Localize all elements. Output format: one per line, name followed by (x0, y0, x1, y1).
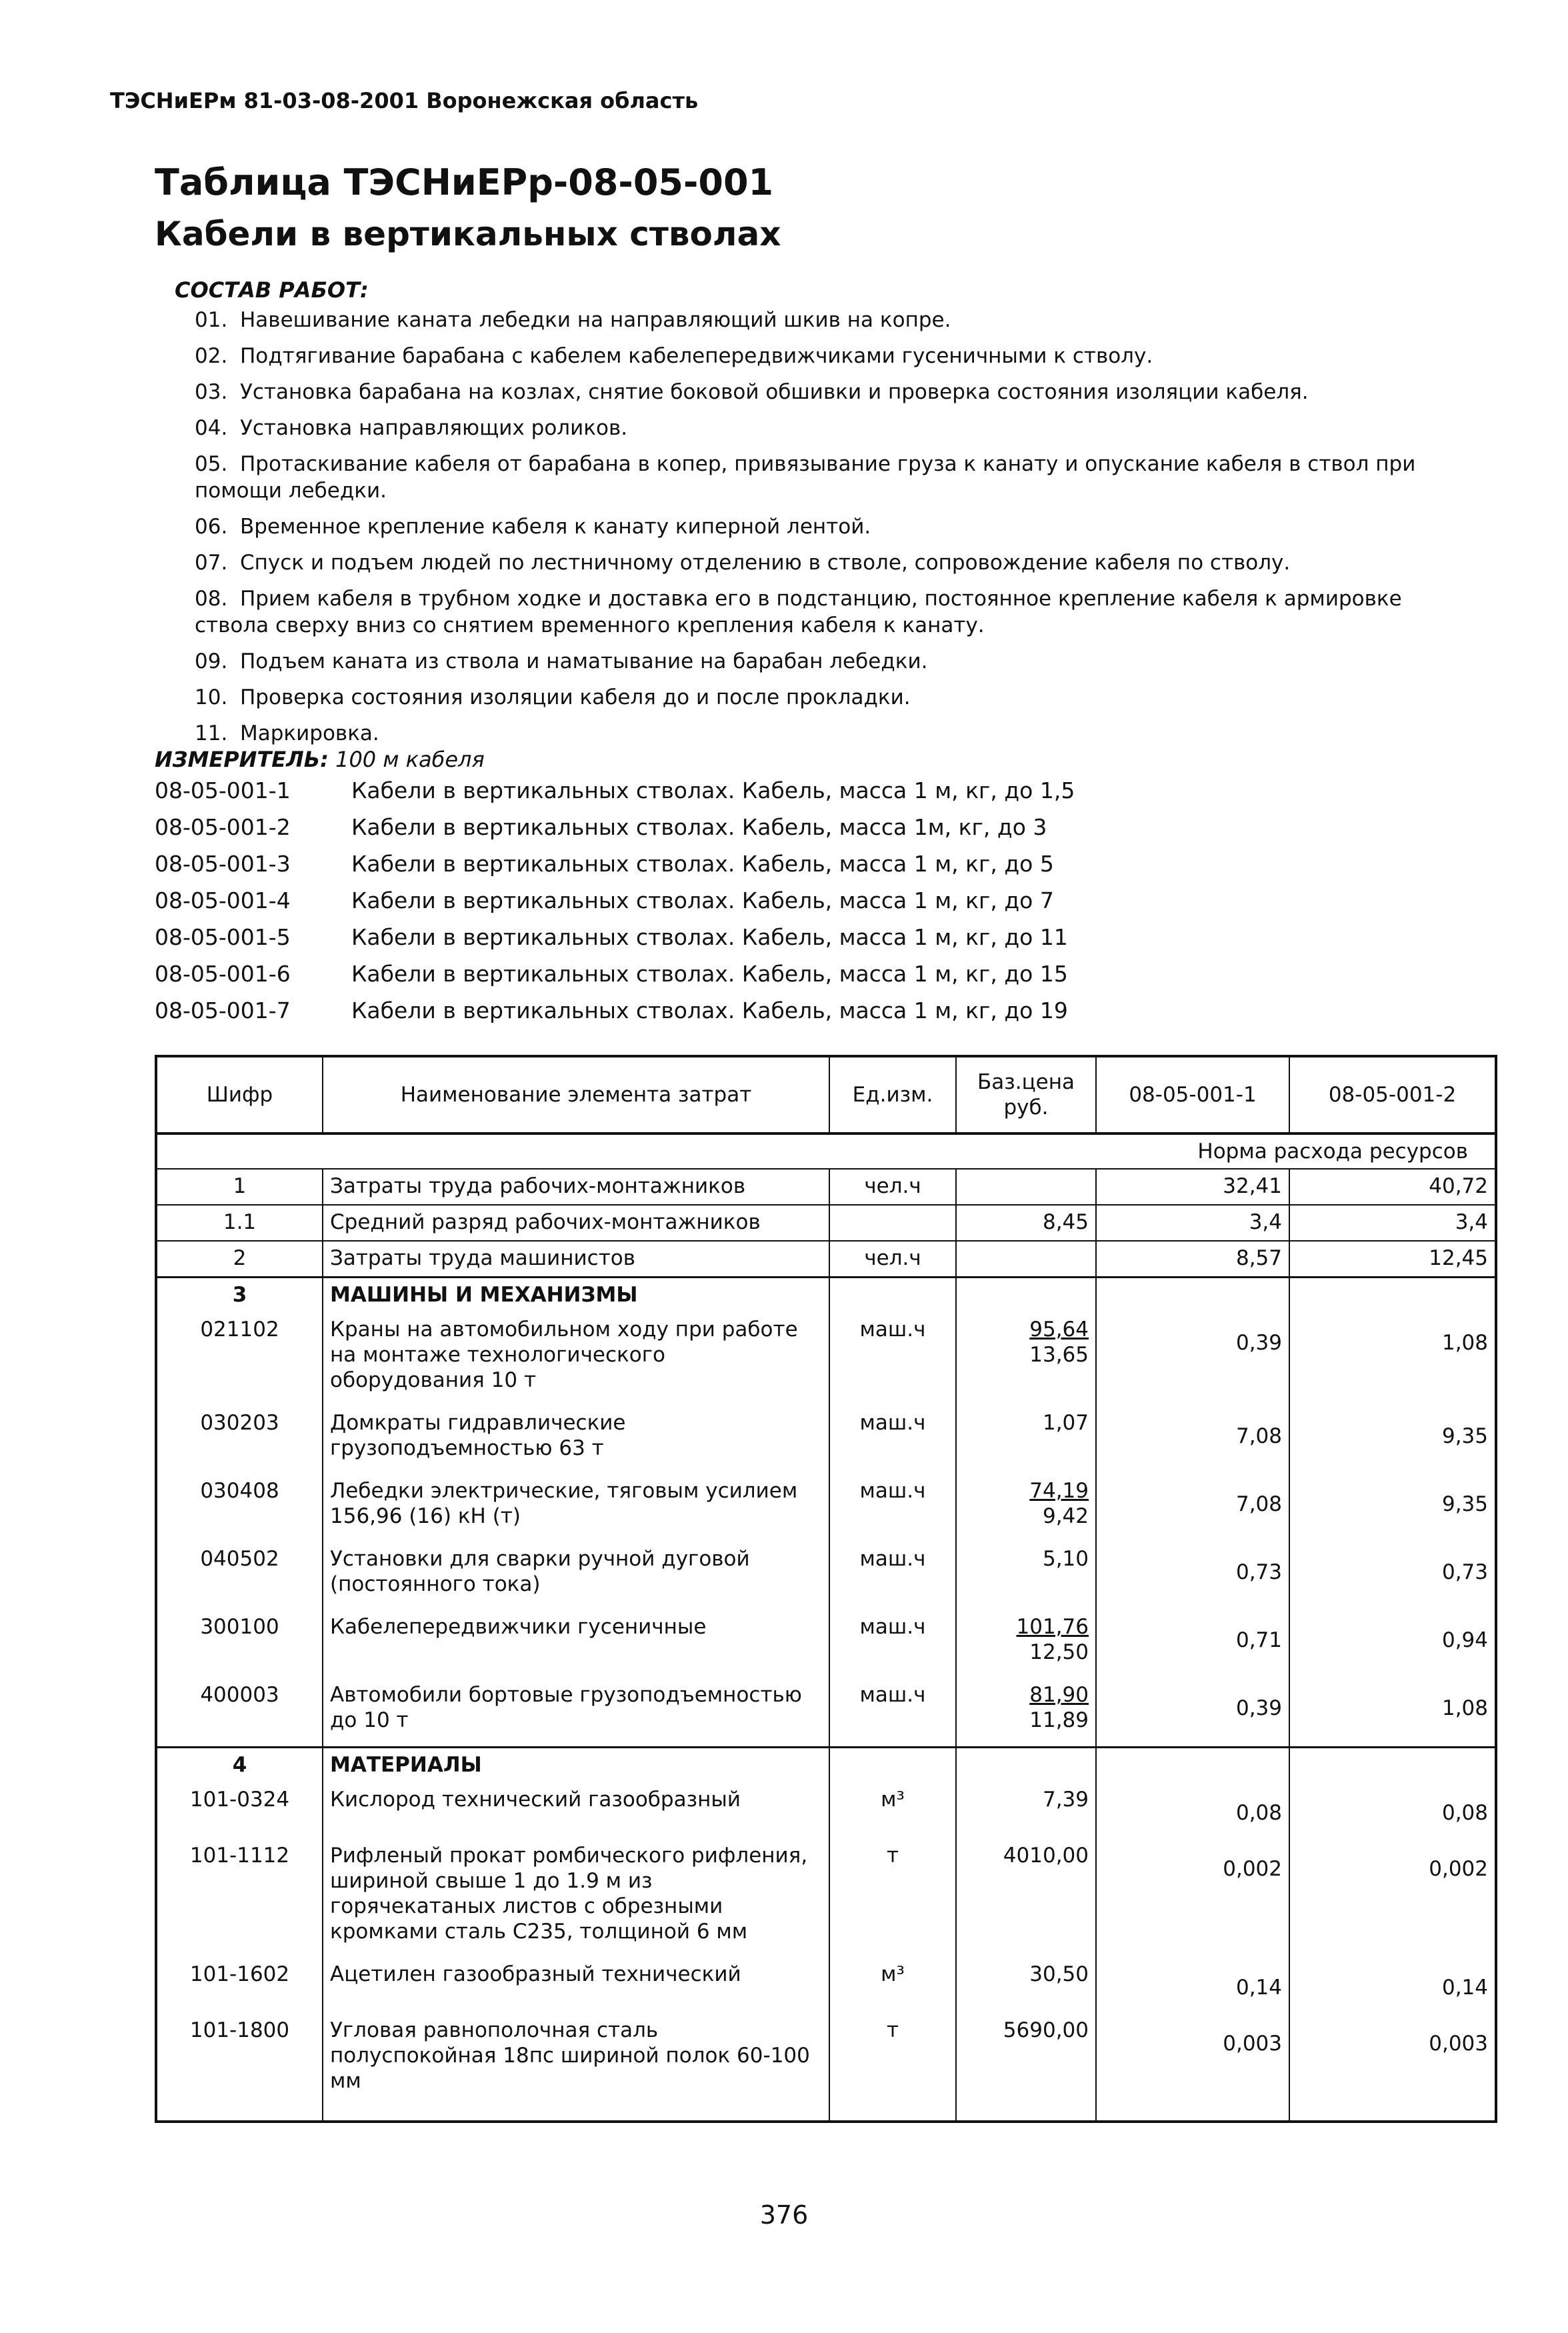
row-unit (829, 1278, 956, 1314)
row-name: Установки для сварки ручной дуговой (постоянного тока) (323, 1542, 829, 1610)
work-item (195, 720, 1481, 747)
row-variant-1: 0,002 (1096, 1839, 1289, 1958)
row-price-value: 5690,00 (1003, 2018, 1089, 2042)
row-unit (829, 1205, 956, 1241)
row-variant-2: 3,4 (1289, 1205, 1496, 1241)
row-variant-2: 0,94 (1289, 1610, 1496, 1678)
row-variant-1: 0,14 (1096, 1958, 1289, 2014)
row-price (956, 1542, 1096, 1610)
row-price (956, 1610, 1096, 1678)
works-list (195, 307, 1481, 756)
measure-line (155, 747, 485, 772)
row-variant-1: 0,39 (1096, 1678, 1289, 1748)
row-price-wage: 11,89 (1029, 1708, 1089, 1732)
row-price-value: 101,76 (1016, 1615, 1089, 1639)
row-unit: маш.ч (829, 1313, 956, 1406)
work-item-text: Временное крепление кабеля к канату киперной лентой. (240, 515, 871, 539)
row-price (956, 1169, 1096, 1205)
row-variant-1: 0,39 (1096, 1313, 1289, 1406)
row-price-value: 7,39 (1042, 1788, 1089, 1812)
work-item-text: Установка направляющих роликов. (240, 416, 628, 440)
row-name: Кабелепередвижчики гусеничные (323, 1610, 829, 1678)
variant-text: Кабели в вертикальных стволах. Кабель, масса 1 м, кг, до 7 (351, 887, 1054, 913)
norm-label: Норма расхода ресурсов (156, 1133, 1496, 1169)
work-item (195, 684, 1481, 711)
work-item-number: 09. (195, 649, 228, 673)
row-variant-1: 0,71 (1096, 1610, 1289, 1678)
norm-row (156, 1133, 1496, 1169)
row-code: 300100 (156, 1610, 323, 1678)
header-unit: Ед.изм. (829, 1056, 956, 1133)
row-code: 3 (156, 1278, 323, 1314)
row-variant-2: 0,08 (1289, 1783, 1496, 1839)
work-item-text: Проверка состояния изоляции кабеля до и после прокладки. (240, 685, 911, 709)
variant-row (155, 777, 1075, 814)
row-variant-1: 7,08 (1096, 1406, 1289, 1474)
work-item-number: 03. (195, 380, 228, 404)
row-name: Автомобили бортовые грузоподъемностью до 10 т (323, 1678, 829, 1748)
resources-table (155, 1055, 1497, 2123)
row-variant-1 (1096, 1278, 1289, 1314)
row-variant-2: 0,002 (1289, 1839, 1496, 1958)
row-unit: маш.ч (829, 1474, 956, 1542)
variant-text: Кабели в вертикальных стволах. Кабель, масса 1 м, кг, до 1,5 (351, 777, 1075, 803)
work-item (195, 513, 1481, 540)
row-code: 040502 (156, 1542, 323, 1610)
variant-text: Кабели в вертикальных стволах. Кабель, масса 1 м, кг, до 5 (351, 851, 1054, 877)
work-item-text: Спуск и подъем людей по лестничному отделению в стволе, сопровождение кабеля по стволу. (240, 551, 1291, 575)
row-unit: маш.ч (829, 1406, 956, 1474)
works-label: СОСТАВ РАБОТ: (175, 277, 369, 303)
table-title: Таблица ТЭСНиЕРр-08-05-001 (155, 161, 774, 203)
variant-text: Кабели в вертикальных стволах. Кабель, масса 1 м, кг, до 19 (351, 997, 1068, 1023)
header-variant-2: 08-05-001-2 (1289, 1056, 1496, 1133)
table-row (156, 1241, 1496, 1278)
row-variant-1: 0,003 (1096, 2014, 1289, 2122)
row-code: 101-1602 (156, 1958, 323, 2014)
table-subtitle: Кабели в вертикальных стволах (155, 215, 781, 253)
row-price-wage: 13,65 (1029, 1343, 1089, 1367)
work-item (195, 379, 1481, 405)
table-row (156, 1839, 1496, 1958)
row-unit: м³ (829, 1783, 956, 1839)
row-code: 101-1112 (156, 1839, 323, 1958)
row-name: Затраты труда рабочих-монтажников (323, 1169, 829, 1205)
row-variant-1: 7,08 (1096, 1474, 1289, 1542)
variant-code: 08-05-001-2 (155, 814, 291, 840)
row-variant-1: 8,57 (1096, 1241, 1289, 1278)
row-variant-1: 0,08 (1096, 1783, 1289, 1839)
row-price (956, 1205, 1096, 1241)
row-price (956, 1406, 1096, 1474)
row-variant-2: 9,35 (1289, 1406, 1496, 1474)
row-unit: маш.ч (829, 1542, 956, 1610)
row-name: Кислород технический газообразный (323, 1783, 829, 1839)
variant-code: 08-05-001-6 (155, 961, 291, 987)
row-variant-1: 3,4 (1096, 1205, 1289, 1241)
row-price-value: 95,64 (1029, 1318, 1089, 1342)
row-code: 2 (156, 1241, 323, 1278)
variant-text: Кабели в вертикальных стволах. Кабель, масса 1м, кг, до 3 (351, 814, 1047, 840)
work-item-text: Прием кабеля в трубном ходке и доставка его в подстанцию, постоянное крепление кабеля к армировке ствола сверху вниз со снятием временного крепления кабеля к канату. (195, 587, 1402, 637)
row-price (956, 1958, 1096, 2014)
work-item-number: 06. (195, 515, 228, 539)
work-item-text: Подъем каната из ствола и наматывание на барабан лебедки. (240, 649, 928, 673)
row-price (956, 1678, 1096, 1748)
variant-code: 08-05-001-1 (155, 777, 291, 803)
table-row (156, 1406, 1496, 1474)
work-item-number: 01. (195, 308, 228, 332)
row-code: 101-1800 (156, 2014, 323, 2122)
row-price (956, 2014, 1096, 2122)
row-price-wage: 12,50 (1029, 1640, 1089, 1664)
row-code: 030203 (156, 1406, 323, 1474)
row-unit: маш.ч (829, 1678, 956, 1748)
table-body (156, 1169, 1496, 2122)
work-item (195, 585, 1481, 639)
row-code: 101-0324 (156, 1783, 323, 1839)
table-row (156, 1205, 1496, 1241)
measure-value: 100 м кабеля (335, 747, 485, 772)
row-name: Рифленый прокат ромбического рифления, шириной свыше 1 до 1.9 м из горячекатаных листов с обрезными кромками сталь С235, толщиной 6 мм (323, 1839, 829, 1958)
row-unit: чел.ч (829, 1241, 956, 1278)
row-unit: т (829, 1839, 956, 1958)
row-unit: т (829, 2014, 956, 2122)
row-variant-2: 40,72 (1289, 1169, 1496, 1205)
work-item-number: 08. (195, 587, 228, 611)
work-item-number: 10. (195, 685, 228, 709)
row-price-value: 1,07 (1042, 1411, 1089, 1435)
header-price: Баз.цена руб. (956, 1056, 1096, 1133)
row-price (956, 1748, 1096, 1784)
table-row (156, 1958, 1496, 2014)
variant-row (155, 997, 1075, 1034)
row-code: 400003 (156, 1678, 323, 1748)
row-name: Средний разряд рабочих-монтажников (323, 1205, 829, 1241)
row-price (956, 1313, 1096, 1406)
row-variant-2: 1,08 (1289, 1313, 1496, 1406)
variants-list (155, 777, 1075, 1034)
work-item-number: 05. (195, 452, 228, 476)
table-row (156, 1474, 1496, 1542)
variant-code: 08-05-001-7 (155, 997, 291, 1023)
row-price-value: 30,50 (1029, 1962, 1089, 1986)
row-price-value: 81,90 (1029, 1683, 1089, 1707)
row-variant-1: 0,73 (1096, 1542, 1289, 1610)
row-price (956, 1474, 1096, 1542)
variant-code: 08-05-001-5 (155, 924, 291, 950)
variant-row (155, 814, 1075, 851)
table-row (156, 2014, 1496, 2122)
row-code: 4 (156, 1748, 323, 1784)
row-variant-2 (1289, 1278, 1496, 1314)
variant-text: Кабели в вертикальных стволах. Кабель, масса 1 м, кг, до 11 (351, 924, 1068, 950)
row-unit: маш.ч (829, 1610, 956, 1678)
row-variant-2: 1,08 (1289, 1678, 1496, 1748)
section-row (156, 1748, 1496, 1784)
work-item (195, 549, 1481, 576)
work-item-number: 11. (195, 721, 228, 745)
row-price-value: 74,19 (1029, 1479, 1089, 1503)
variant-text: Кабели в вертикальных стволах. Кабель, масса 1 м, кг, до 15 (351, 961, 1068, 987)
work-item-text: Подтягивание барабана с кабелем кабелепередвижчиками гусеничными к стволу. (240, 344, 1153, 368)
variant-code: 08-05-001-3 (155, 851, 291, 877)
row-variant-2: 0,73 (1289, 1542, 1496, 1610)
section-row (156, 1278, 1496, 1314)
row-name: Лебедки электрические, тяговым усилием 156,96 (16) кН (т) (323, 1474, 829, 1542)
row-variant-2: 0,003 (1289, 2014, 1496, 2122)
work-item (195, 307, 1481, 333)
variant-row (155, 887, 1075, 924)
row-unit: м³ (829, 1958, 956, 2014)
page-number: 376 (759, 2200, 809, 2230)
row-price (956, 1241, 1096, 1278)
work-item-number: 02. (195, 344, 228, 368)
document-header: ТЭСНиЕРм 81-03-08-2001 Воронежская область (110, 88, 699, 113)
work-item (195, 343, 1481, 369)
row-variant-2: 12,45 (1289, 1241, 1496, 1278)
variant-row (155, 924, 1075, 961)
row-price-value: 4010,00 (1003, 1844, 1089, 1868)
row-code: 030408 (156, 1474, 323, 1542)
row-price (956, 1278, 1096, 1314)
work-item-text: Навешивание каната лебедки на направляющий шкив на копре. (240, 308, 951, 332)
row-code: 021102 (156, 1313, 323, 1406)
row-name: Домкраты гидравлические грузоподъемностью 63 т (323, 1406, 829, 1474)
table-row (156, 1169, 1496, 1205)
measure-label: ИЗМЕРИТЕЛЬ: (155, 747, 329, 772)
table-row (156, 1542, 1496, 1610)
work-item-text: Маркировка. (240, 721, 379, 745)
work-item-text: Установка барабана на козлах, снятие боковой обшивки и проверка состояния изоляции кабеля. (240, 380, 1309, 404)
row-unit: чел.ч (829, 1169, 956, 1205)
work-item-text: Протаскивание кабеля от барабана в копер, привязывание груза к канату и опускание кабеля в ствол при помощи лебедки. (195, 452, 1416, 503)
row-variant-1 (1096, 1748, 1289, 1784)
table-row (156, 1678, 1496, 1748)
variant-row (155, 961, 1075, 997)
row-name: Ацетилен газообразный технический (323, 1958, 829, 2014)
row-price (956, 1783, 1096, 1839)
work-item (195, 451, 1481, 504)
row-variant-1: 32,41 (1096, 1169, 1289, 1205)
table-row (156, 1783, 1496, 1839)
row-price-value: 8,45 (1042, 1210, 1089, 1234)
variant-code: 08-05-001-4 (155, 887, 291, 913)
work-item-number: 07. (195, 551, 228, 575)
row-name: Затраты труда машинистов (323, 1241, 829, 1278)
variant-row (155, 851, 1075, 887)
table-row (156, 1313, 1496, 1406)
row-price-value: 5,10 (1042, 1547, 1089, 1571)
work-item (195, 415, 1481, 441)
row-variant-2 (1289, 1748, 1496, 1784)
header-code: Шифр (156, 1056, 323, 1133)
table-header-row (156, 1056, 1496, 1133)
row-variant-2: 9,35 (1289, 1474, 1496, 1542)
header-name: Наименование элемента затрат (323, 1056, 829, 1133)
row-code: 1 (156, 1169, 323, 1205)
row-variant-2: 0,14 (1289, 1958, 1496, 2014)
row-unit (829, 1748, 956, 1784)
row-name: МАТЕРИАЛЫ (323, 1748, 829, 1784)
row-code: 1.1 (156, 1205, 323, 1241)
row-name: Угловая равнополочная сталь полуспокойная 18пс шириной полок 60-100 мм (323, 2014, 829, 2122)
row-price-wage: 9,42 (1042, 1504, 1089, 1528)
header-variant-1: 08-05-001-1 (1096, 1056, 1289, 1133)
table-row (156, 1610, 1496, 1678)
work-item (195, 648, 1481, 675)
row-price (956, 1839, 1096, 1958)
row-name: МАШИНЫ И МЕХАНИЗМЫ (323, 1278, 829, 1314)
row-name: Краны на автомобильном ходу при работе на монтаже технологического оборудования 10 т (323, 1313, 829, 1406)
work-item-number: 04. (195, 416, 228, 440)
